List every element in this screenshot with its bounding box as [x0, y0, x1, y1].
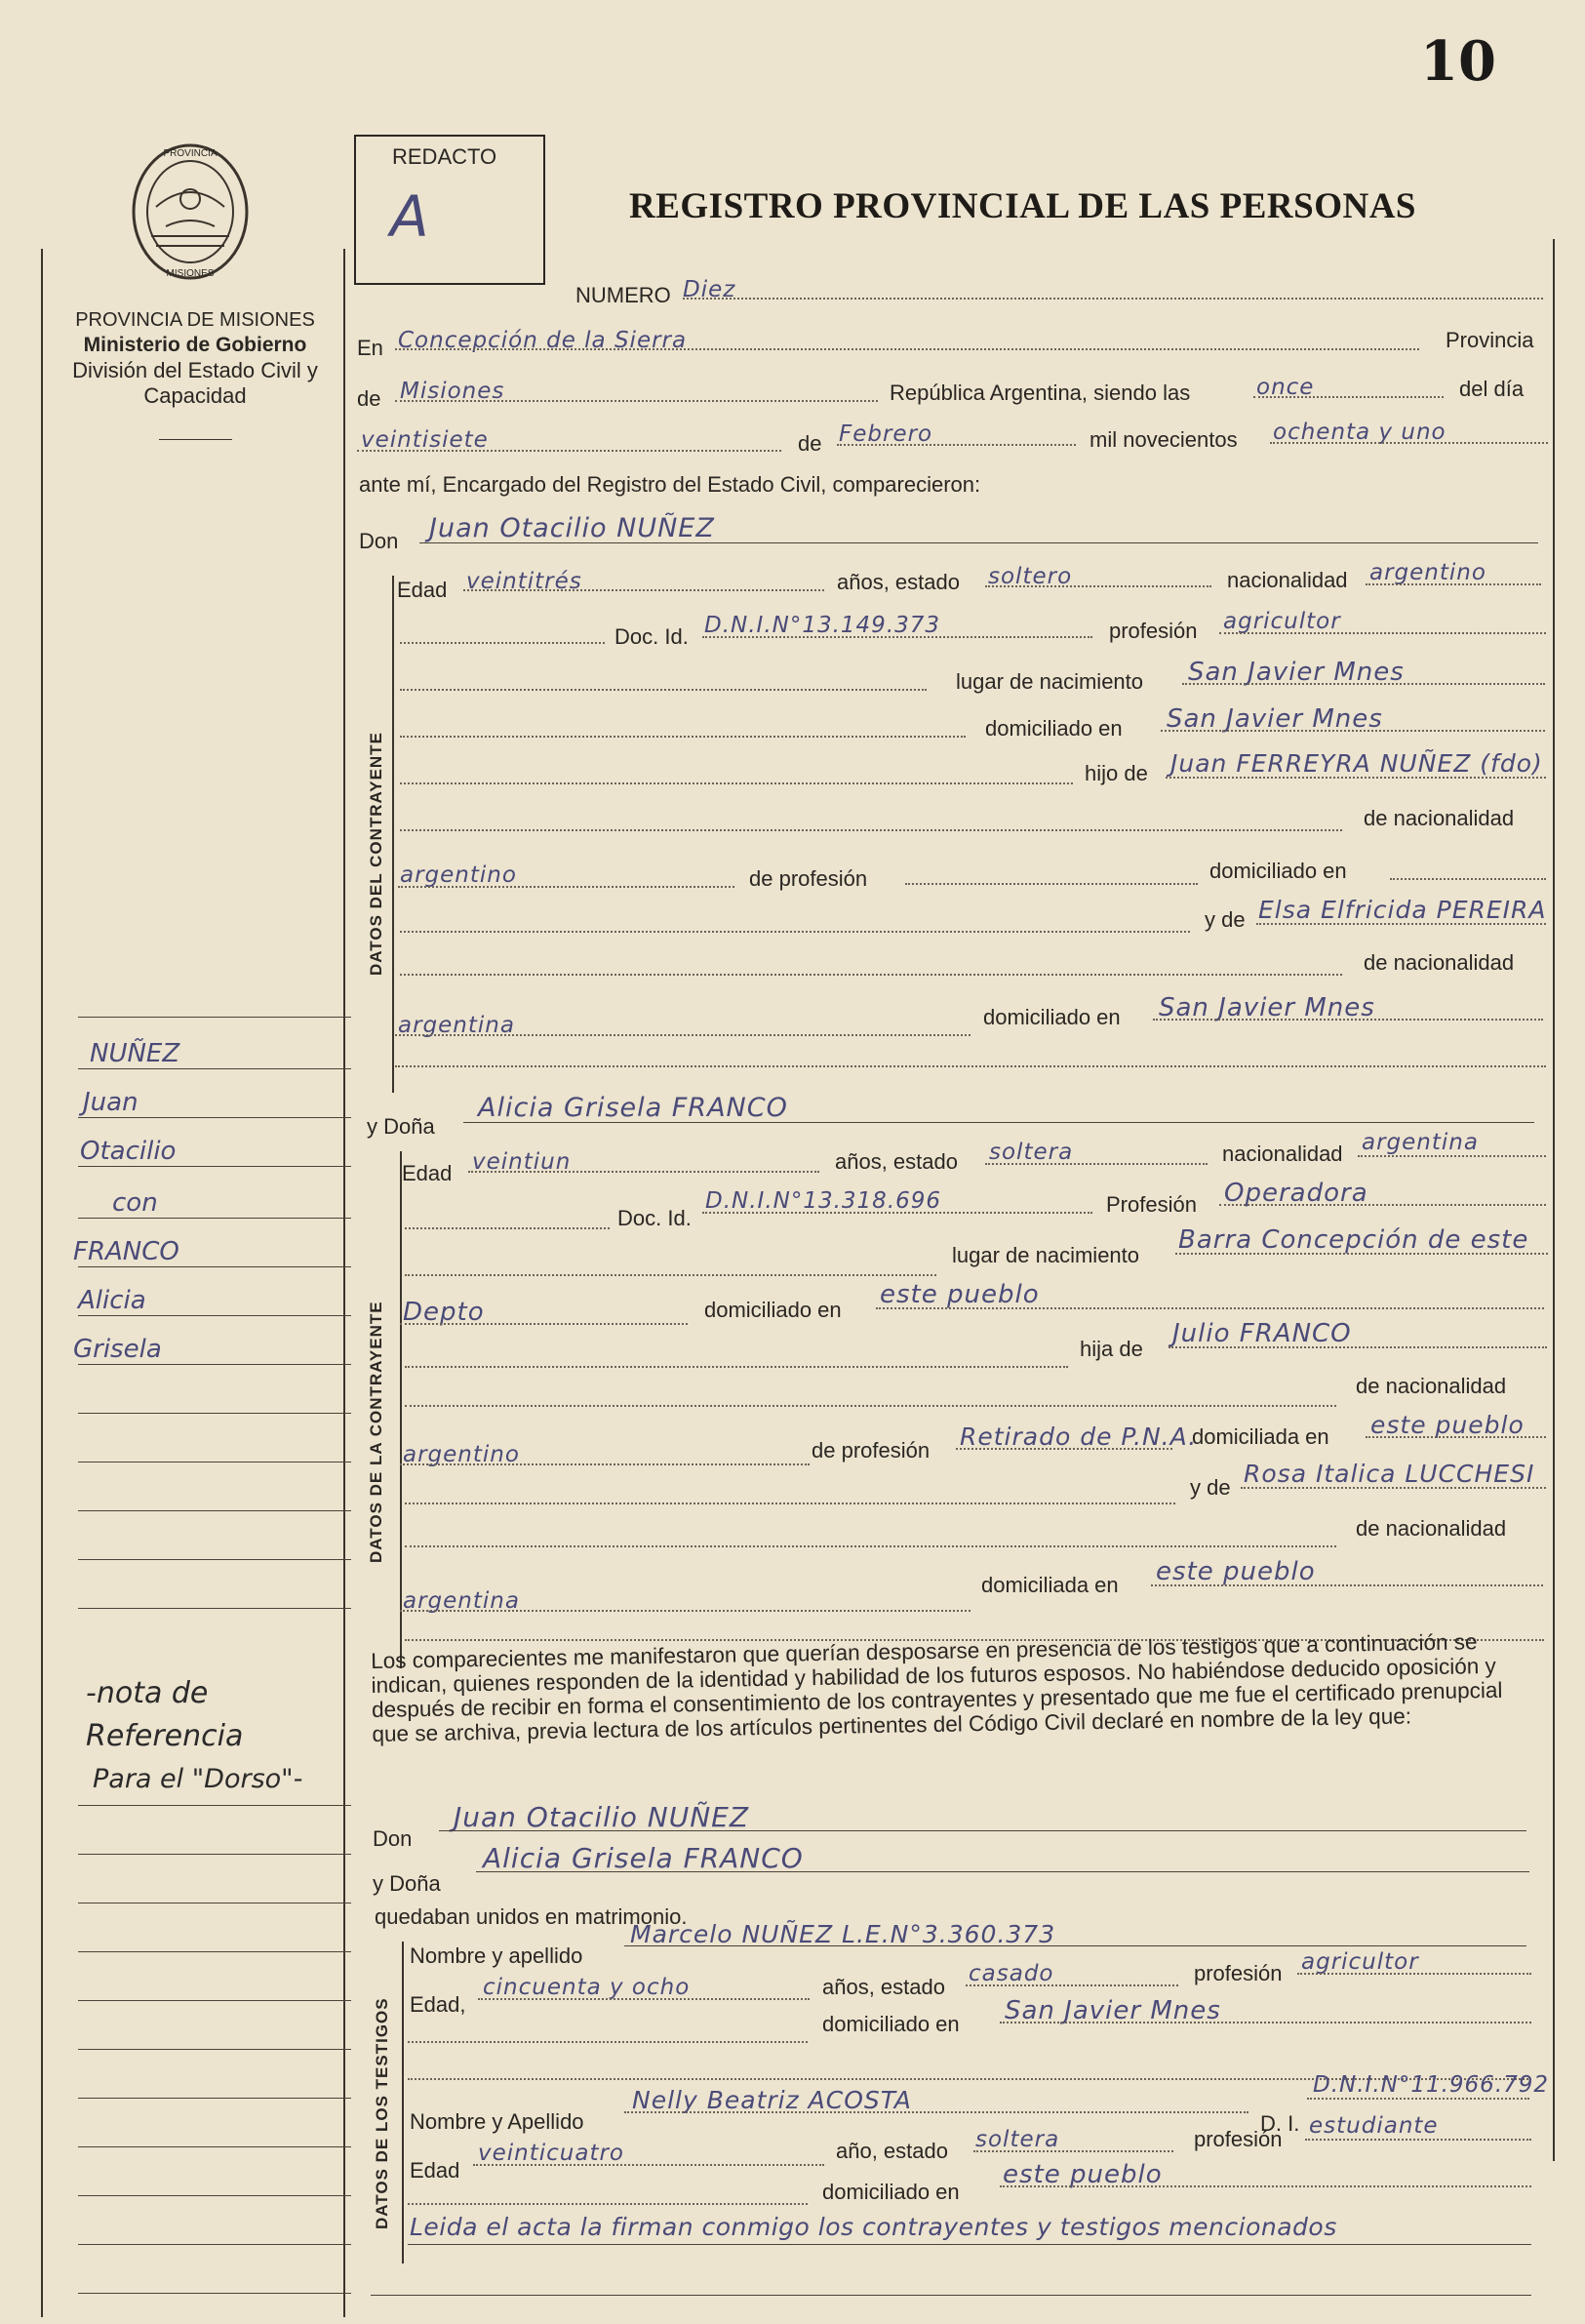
numero-value: Diez	[683, 277, 736, 302]
groom-dom-pre-line	[400, 736, 966, 738]
bride-doc-line	[702, 1212, 1092, 1214]
groom-father-prof-line	[905, 883, 1198, 885]
w2-profession: estudiante	[1309, 2113, 1439, 2139]
groom-age: veintitrés	[466, 569, 582, 594]
province-block	[39, 307, 351, 409]
groom-father: Juan FERREYRA NUÑEZ (fdo)	[1170, 749, 1543, 778]
groom-mother-nat: argentina	[398, 1013, 515, 1038]
seal-top-text: PROVINCIA	[163, 148, 218, 159]
declaration-paragraph: Los comparecientes me manifestaron que querían desposarse en presencia de los testigos que a continuación se indican, quienes responden de la identidad y habilidad de los futuros esposos. No habiéndose deducido oposición y después de recibir en forma el consentimiento de los contrayentes y presentado que me fue el certificado prenupcial que se archiva, previa lectura de los artículos pertinentes del Código Civil declaré en nombre de la ley que:	[371, 1629, 1503, 1746]
groom-estado: soltero	[988, 564, 1073, 589]
bride-mother-line	[1241, 1487, 1546, 1489]
groom-father-dom-label: domiciliado en	[1209, 859, 1347, 883]
bride-father-dom: este pueblo	[1370, 1411, 1525, 1439]
bride-hija-label: hija de	[1080, 1337, 1143, 1361]
groom-profession: agricultor	[1223, 609, 1341, 634]
w2-prof-label: profesión	[1194, 2127, 1283, 2151]
ante-label: ante mí, Encargado del Registro del Estado Civil, comparecieron:	[359, 472, 981, 497]
groom-birthplace: San Javier Mnes	[1188, 658, 1405, 687]
witness-section-line	[402, 1942, 404, 2264]
provincia-label: Provincia	[1446, 328, 1534, 352]
margin-name-6: Alicia	[78, 1286, 146, 1315]
w2-prof-line	[1305, 2139, 1531, 2141]
groom-father-line	[1166, 777, 1546, 779]
groom-birth-label: lugar de nacimiento	[956, 669, 1144, 694]
bride-mother: Rosa Italica LUCCHESI	[1244, 1460, 1535, 1488]
bride-father-dom-label: domiciliada en	[1192, 1424, 1329, 1449]
bride-nationality: argentina	[1362, 1130, 1479, 1155]
w2-name: Nelly Beatriz ACOSTA	[632, 2086, 912, 2114]
bride-doc-pre-line	[405, 1227, 610, 1229]
w2-doc-line	[1307, 2098, 1529, 2100]
margin-rule	[78, 2098, 351, 2099]
bride-mother-pre-line	[405, 1503, 1175, 1504]
groom-name: Juan Otacilio NUÑEZ	[429, 513, 715, 543]
groom-prof-label: profesión	[1109, 619, 1198, 643]
groom-nac-pre-line	[400, 829, 1342, 831]
groom-de-nac-label: de nacionalidad	[1364, 806, 1515, 830]
bride-name: Alicia Grisela FRANCO	[478, 1093, 788, 1123]
w1-estado: casado	[969, 1961, 1054, 1986]
w1-estado-label: años, estado	[822, 1975, 945, 1999]
hour-line	[1253, 396, 1444, 398]
bride-doc-label: Doc. Id.	[617, 1206, 692, 1230]
sidebar-separator	[159, 439, 232, 440]
bride-estado: soltera	[989, 1140, 1074, 1165]
margin-name-1: NUÑEZ	[90, 1039, 180, 1068]
groom-father-nat-line	[398, 886, 734, 888]
w2-name-line	[624, 2111, 1248, 2113]
groom-nac2-pre-line	[400, 974, 1342, 976]
margin-rule	[78, 2049, 351, 2050]
bride-de-nac2-label: de nacionalidad	[1356, 1516, 1507, 1541]
margin-name-7: Grisela	[73, 1335, 162, 1364]
bride-y-de-label: y de	[1190, 1475, 1231, 1500]
ministry-name: Ministerio de Gobierno	[83, 334, 307, 356]
groom-y-de-label: y de	[1205, 907, 1246, 932]
groom-mother: Elsa Elfricida PEREIRA	[1258, 896, 1547, 924]
province-name: PROVINCIA DE MISIONES	[75, 309, 315, 331]
bride-birthplace-2: Depto	[403, 1298, 485, 1327]
margin-rule	[78, 2293, 351, 2294]
witness-final-line: Leida el acta la firman conmigo los contrayentes y testigos mencionados	[410, 2213, 1337, 2241]
bride-father-dom-line	[1366, 1436, 1546, 1438]
place-value: Concepción de la Sierra	[398, 328, 688, 353]
redacto-box	[354, 135, 545, 285]
groom-hijo-pre-line	[400, 782, 1073, 784]
groom-de-nac2-label: de nacionalidad	[1364, 950, 1515, 975]
w1-name-line	[624, 1945, 1526, 1946]
bride-profession: Operadora	[1224, 1179, 1368, 1208]
w2-dom-pre-line	[408, 2203, 808, 2205]
margin-name-4: con	[112, 1188, 158, 1218]
groom-nac-label: nacionalidad	[1227, 568, 1348, 592]
margin-rule	[78, 1068, 351, 1069]
groom-prof-line	[1219, 632, 1546, 634]
bride-birth-line	[1175, 1253, 1548, 1255]
bride-birthplace: Barra Concepción de este	[1178, 1225, 1529, 1255]
w2-estado: soltera	[975, 2127, 1060, 2152]
margin-rule	[78, 1364, 351, 1365]
bride-mother-dom-line	[1151, 1584, 1543, 1586]
division-name: División del Estado Civil y Capacidad	[72, 358, 318, 408]
redacto-initials: A	[390, 183, 430, 250]
margin-rule	[78, 2244, 351, 2245]
groom-section-line	[392, 576, 394, 1093]
groom-mother-nat-line	[395, 1034, 971, 1036]
hour-value: once	[1256, 375, 1315, 400]
bride-birth-label: lugar de nacimiento	[952, 1243, 1140, 1267]
bride-mother-nat: argentina	[403, 1588, 520, 1614]
bride-mother-dom: este pueblo	[1156, 1557, 1316, 1586]
groom-birth-pre-line	[400, 689, 927, 691]
w1-profession: agricultor	[1301, 1949, 1419, 1975]
w1-age-line	[478, 1998, 810, 2000]
bride-father-line	[1169, 1346, 1547, 1348]
groom-nationality: argentino	[1369, 560, 1486, 585]
groom-de-prof-label: de profesión	[749, 866, 868, 891]
bride-section-line	[400, 1151, 402, 1668]
place-line	[395, 348, 1419, 350]
bride-prof-label: Profesión	[1106, 1192, 1197, 1217]
w2-doc: D.N.I.N°11.966.792	[1313, 2072, 1550, 2098]
groom-birth-line	[1182, 683, 1545, 685]
groom-estado-label: años, estado	[837, 570, 960, 594]
groom-doc-line	[702, 636, 1092, 638]
sidebar-divider-line	[343, 249, 345, 2317]
bottom-rule	[371, 2295, 1531, 2296]
margin-rule	[78, 2195, 351, 2196]
bride-de-nac-label: de nacionalidad	[1356, 1374, 1507, 1398]
margin-rule	[78, 1166, 351, 1167]
bride-dom-label: domiciliado en	[704, 1298, 842, 1322]
don-label: Don	[359, 529, 399, 553]
redacto-label: REDACTO	[392, 144, 497, 169]
document-title: REGISTRO PROVINCIAL DE LAS PERSONAS	[629, 186, 1417, 226]
de2-label: de	[798, 431, 822, 456]
decl-groom-line	[439, 1830, 1526, 1831]
decl-closing: quedaban unidos en matrimonio.	[375, 1904, 688, 1929]
groom-father-dom-line	[1390, 878, 1546, 880]
bride-estado-label: años, estado	[835, 1149, 958, 1174]
republica-label: República Argentina, siendo las	[890, 381, 1191, 405]
groom-edad-label: Edad	[397, 578, 448, 602]
groom-name-line	[419, 542, 1538, 543]
day-line	[357, 450, 781, 452]
w1-dom-label: domiciliado en	[822, 2012, 960, 2036]
groom-mother-dom-label: domiciliado en	[983, 1005, 1121, 1029]
groom-estado-line	[985, 585, 1211, 587]
margin-rule	[78, 1413, 351, 1414]
year-line	[1270, 442, 1548, 444]
seal-bottom-text: MISIONES	[166, 268, 215, 279]
decl-groom: Juan Otacilio NUÑEZ	[454, 1801, 750, 1833]
margin-rule	[78, 2146, 351, 2147]
w1-prof-line	[1297, 1973, 1531, 1975]
decl-don-label: Don	[373, 1826, 413, 1851]
del-dia-label: del día	[1459, 377, 1525, 401]
w1-estado-line	[966, 1984, 1178, 1986]
groom-doc-pre-line	[400, 642, 605, 644]
bride-father-nat-line	[400, 1463, 810, 1465]
w2-dom-line	[1000, 2185, 1531, 2187]
margin-note-line-2: Referencia	[86, 1719, 244, 1753]
mil-label: mil novecientos	[1090, 427, 1238, 452]
month-line	[837, 444, 1076, 446]
groom-dom-label: domiciliado en	[985, 716, 1123, 741]
margin-rule	[78, 1608, 351, 1609]
w2-domicile: este pueblo	[1003, 2160, 1163, 2189]
day-value: veintisiete	[361, 427, 489, 453]
de-label: de	[357, 386, 381, 411]
left-border-line	[41, 249, 43, 2317]
margin-rule	[78, 1559, 351, 1560]
year-value: ochenta y uno	[1273, 420, 1446, 445]
bride-edad-label: Edad	[402, 1161, 453, 1185]
groom-mother-dom: San Javier Mnes	[1159, 993, 1375, 1022]
bride-birth-pre-line	[405, 1274, 936, 1276]
margin-name-2: Juan	[83, 1088, 139, 1117]
groom-end-line	[395, 1065, 1546, 1067]
bride-nac2-pre-line	[405, 1545, 1336, 1547]
page-number: 10	[1420, 29, 1496, 94]
margin-rule	[78, 2000, 351, 2001]
margin-note-line-3: Para el "Dorso"-	[93, 1764, 303, 1794]
margin-name-5: FRANCO	[73, 1237, 179, 1266]
groom-dom-line	[1161, 730, 1545, 732]
bride-birthplace2-line	[400, 1323, 688, 1325]
decl-bride-line	[476, 1871, 1529, 1872]
groom-nat-line	[1366, 583, 1541, 585]
groom-father-nat: argentino	[400, 862, 517, 888]
bride-nac-label: nacionalidad	[1222, 1142, 1343, 1166]
bride-father-prof-line	[956, 1448, 1172, 1450]
en-label: En	[357, 336, 383, 360]
w2-edad-label: Edad	[410, 2158, 460, 2183]
w2-di-label: D. I.	[1260, 2111, 1300, 2136]
bride-hija-pre-line	[405, 1366, 1068, 1368]
w2-age-line	[473, 2164, 824, 2166]
bride-mother-nat-line	[400, 1610, 971, 1612]
margin-rule	[78, 1854, 351, 1855]
w1-age: cincuenta y ocho	[483, 1975, 691, 2000]
bride-name-line	[463, 1122, 1534, 1123]
groom-hijo-label: hijo de	[1085, 761, 1148, 785]
bride-age-line	[468, 1171, 819, 1173]
w2-estado-label: año, estado	[836, 2139, 948, 2163]
bride-domicile: este pueblo	[880, 1280, 1040, 1309]
bride-father-prof: Retirado de P.N.A.	[960, 1422, 1198, 1451]
bride-mother-dom-label: domiciliada en	[981, 1573, 1119, 1597]
w1-edad-label: Edad,	[410, 1992, 466, 2017]
groom-mother-dom-line	[1153, 1019, 1543, 1021]
margin-rule	[78, 1951, 351, 1952]
margin-rule	[78, 1462, 351, 1463]
w1-prof-label: profesión	[1194, 1961, 1283, 1985]
groom-doc-label: Doc. Id.	[614, 624, 689, 649]
groom-section-label: DATOS DEL CONTRAYENTE	[367, 732, 385, 976]
dona-label: y Doña	[367, 1114, 435, 1139]
w2-age: veinticuatro	[478, 2141, 624, 2166]
month-value: Febrero	[839, 421, 933, 447]
groom-mother-line	[1256, 923, 1546, 925]
bride-estado-line	[985, 1163, 1208, 1165]
bride-age: veintiun	[472, 1149, 572, 1175]
margin-rule	[78, 1805, 351, 1806]
numero-line	[683, 298, 1543, 300]
w2-dom-label: domiciliado en	[822, 2180, 960, 2204]
groom-mother-pre-line	[400, 931, 1190, 933]
margin-rule	[78, 1315, 351, 1316]
witness-section-label: DATOS DE LOS TESTIGOS	[373, 1997, 391, 2229]
margin-rule	[78, 1117, 351, 1118]
province-value: Misiones	[400, 379, 505, 404]
bride-doc: D.N.I.N°13.318.696	[705, 1188, 942, 1214]
margin-name-3: Otacilio	[80, 1137, 177, 1166]
bride-nat-line	[1358, 1155, 1546, 1157]
groom-domicile: San Javier Mnes	[1167, 704, 1383, 734]
margin-note-line-1: -nota de	[86, 1676, 209, 1710]
w1-name-label: Nombre y apellido	[410, 1943, 583, 1968]
w1-name: Marcelo NUÑEZ L.E.N°3.360.373	[630, 1920, 1056, 1948]
w1-dom-pre-line	[408, 2041, 808, 2043]
w2-estado-line	[973, 2150, 1173, 2152]
w1-dom-line	[1000, 2022, 1531, 2023]
bride-prof-line	[1219, 1204, 1546, 1206]
bride-nac-pre-line	[405, 1405, 1336, 1407]
bride-de-prof-label: de profesión	[812, 1438, 931, 1463]
provincial-seal-icon	[127, 139, 254, 285]
province-line	[395, 400, 878, 402]
decl-dona-label: y Doña	[373, 1871, 441, 1896]
margin-rule	[78, 1510, 351, 1511]
groom-age-line	[463, 589, 824, 591]
decl-bride: Alicia Grisela FRANCO	[483, 1842, 804, 1874]
w1-domicile: San Javier Mnes	[1005, 1996, 1221, 2025]
bride-dom-line	[876, 1307, 1544, 1309]
margin-rule	[78, 1266, 351, 1267]
margin-rule	[78, 1218, 351, 1219]
bride-father-nat: argentino	[403, 1442, 520, 1467]
w2-name-label: Nombre y Apellido	[410, 2109, 584, 2134]
right-border-line	[1553, 239, 1555, 2161]
margin-rule	[78, 1017, 351, 1018]
bride-father: Julio FRANCO	[1172, 1319, 1352, 1348]
groom-doc: D.N.I.N°13.149.373	[704, 613, 941, 638]
bride-section-label: DATOS DE LA CONTRAYENTE	[367, 1301, 385, 1563]
final-line-rule	[408, 2244, 1531, 2245]
numero-label: NUMERO	[575, 283, 671, 307]
